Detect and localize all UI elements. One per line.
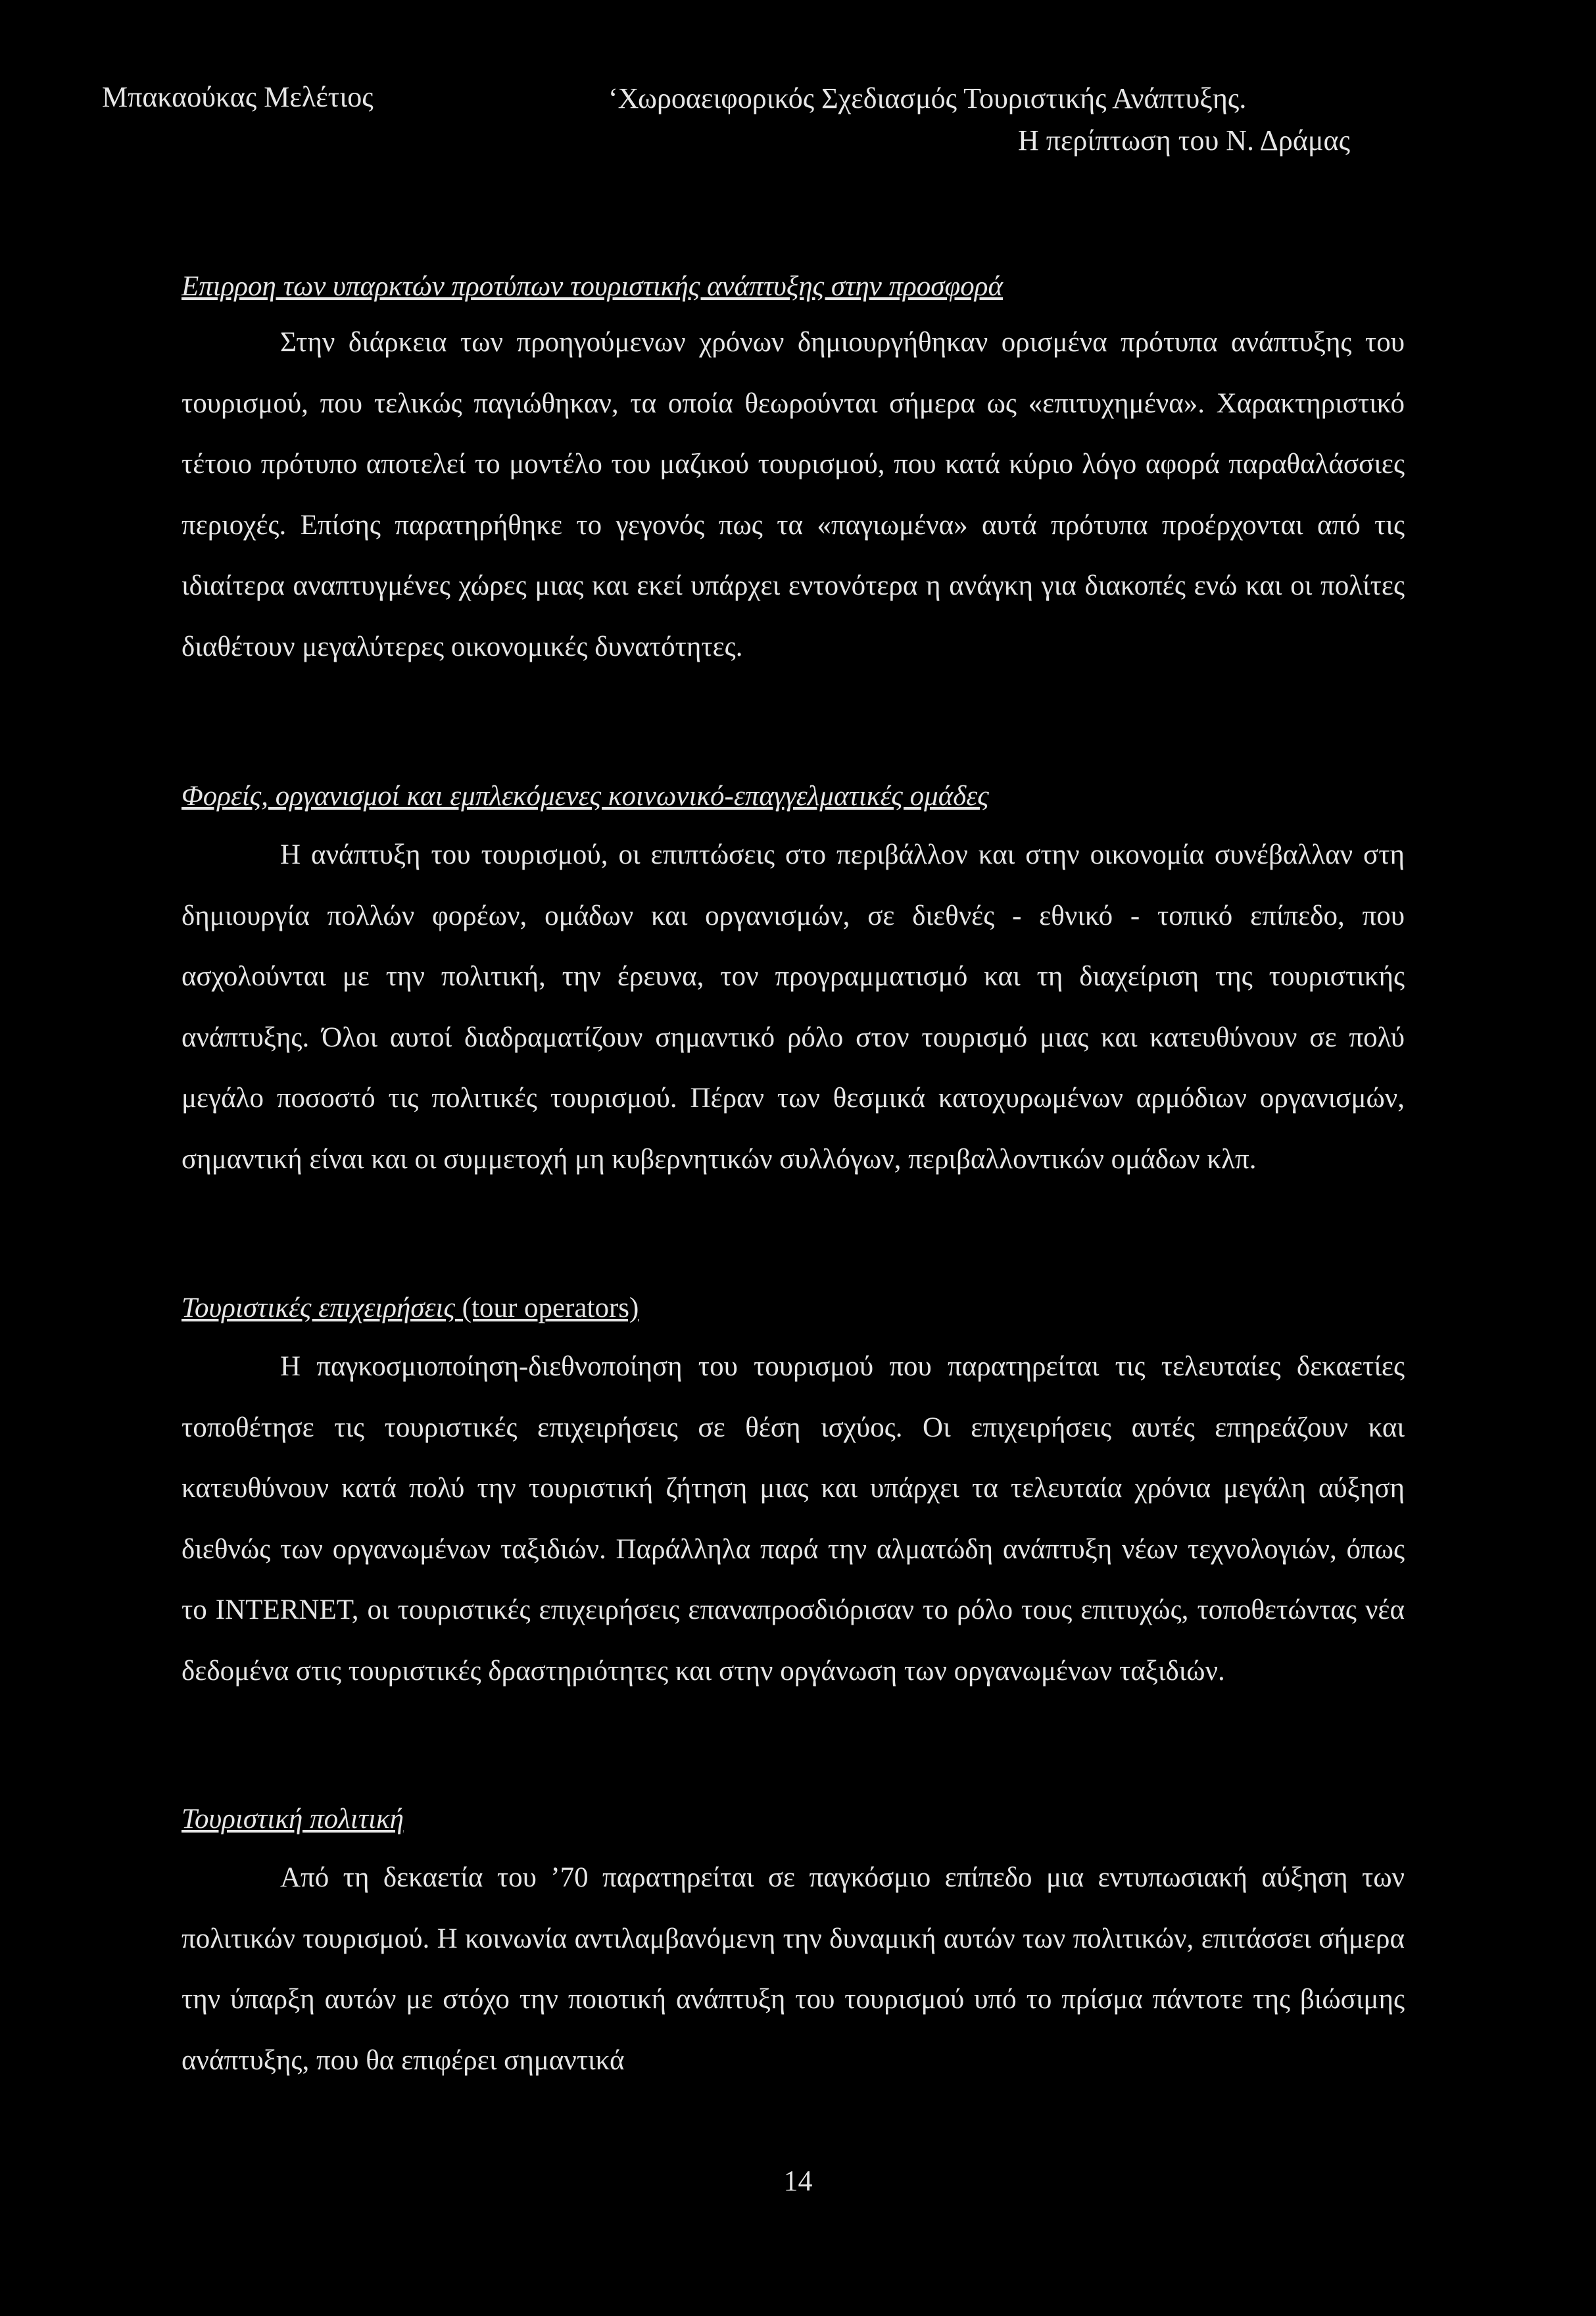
- section-heading: [181, 1288, 1405, 1329]
- section-heading: Τουριστική πολιτική: [181, 1804, 404, 1835]
- section-tour-operators: [181, 1288, 1405, 1702]
- section-paragraph: Στην διάρκεια των προηγούμενων χρόνων δημιουργήθηκαν ορισμένα πρότυπα ανάπτυξης του τουρισμού, που τελικώς παγιώθηκαν, τα οποία θεωρούνται σήμερα ως «επιτυχημένα». Χαρακτηριστικό τέτοιο πρότυπο αποτελεί το μοντέλο του μαζικού τουρισμού, που κατά κύριο λόγο αφορά παραθαλάσσιες περιοχές. Επίσης παρατηρήθηκε το γεγονός πως τα «παγιωμένα» αυτά πρότυπα προέρχονται από τις ιδιαίτερα αναπτυγμένες χώρες μιας και εκεί υπάρχει εντονότερα η ανάγκη για διακοπές ενώ και οι πολίτες διαθέτουν μεγαλύτερες οικονομικές δυνατότητες.: [181, 327, 1405, 662]
- section-heading-suffix: (tour operators): [462, 1293, 639, 1323]
- section-heading: Επιρροη των υπαρκτών προτύπων τουριστικής ανάπτυξης στην προσφορά: [181, 271, 1004, 302]
- section-paragraph: Από τη δεκαετία του ’70 παρατηρείται σε παγκόσμιο επίπεδο μια εντυπωσιακή αύξηση των πολιτικών τουρισμού. Η κοινωνία αντιλαμβανόμενη την δυναμική αυτών των πολιτικών, επιτάσσει σήμερα την ύπαρξη αυτών με στόχο την ποιοτική ανάπτυξη του τουρισμού υπό το πρίσμα πάντοτε της βιώσιμης ανάπτυξης, που θα επιφέρει σημαντικά: [181, 1862, 1405, 2076]
- section-heading-text: Τουριστικές επιχειρήσεις: [181, 1293, 455, 1323]
- header-author: Μπακαούκας Μελέτιος: [102, 81, 374, 113]
- section-heading: Φορείς, οργανισμοί και εμπλεκόμενες κοινωνικό-επαγγελματικές ομάδες: [181, 781, 989, 812]
- section-existing-models: [181, 266, 1405, 678]
- header-title-line1: ‘Χωροαειφορικός Σχεδιασμός Τουριστικής Ανάπτυξης.: [608, 82, 1247, 114]
- section-organizations: [181, 776, 1405, 1191]
- page-number: 14: [783, 2165, 813, 2197]
- section-paragraph: Η παγκοσμιοποίηση-διεθνοποίηση του τουρισμού που παρατηρείται τις τελευταίες δεκαετίες τοποθέτησε τις τουριστικές επιχειρήσεις σε θέση ισχύος. Οι επιχειρήσεις αυτές επηρεάζουν και κατευθύνουν κατά πολύ την τουριστική ζήτηση μιας και υπάρχει τα τελευταία χρόνια μεγάλη αύξηση διεθνώς των οργανωμένων ταξιδιών. Παράλληλα παρά την αλματώδη ανάπτυξη νέων τεχνολογιών, όπως το INTERNET, οι τουριστικές επιχειρήσεις επαναπροσδιόρισαν το ρόλο τους επιτυχώς, τοποθετώντας νέα δεδομένα στις τουριστικές δραστηριότητες και στην οργάνωση των οργανωμένων ταξιδιών.: [181, 1351, 1405, 1687]
- header-title: [608, 78, 1350, 162]
- section-tourism-policy: [181, 1799, 1405, 2091]
- header-title-line2: Η περίπτωση του Ν. Δράμας: [1017, 124, 1350, 157]
- section-paragraph: Η ανάπτυξη του τουρισμού, οι επιπτώσεις στο περιβάλλον και στην οικονομία συνέβαλλαν στη δημιουργία πολλών φορέων, ομάδων και οργανισμών, σε διεθνές - εθνικό - τοπικό επίπεδο, που ασχολούνται με την πολιτική, την έρευνα, τον προγραμματισμό και τη διαχείριση της τουριστικής ανάπτυξης. Όλοι αυτοί διαδραματίζουν σημαντικό ρόλο στον τουρισμό μιας και κατευθύνουν σε πολύ μεγάλο ποσοστό τις πολιτικές τουρισμού. Πέραν των θεσμικά κατοχυρωμένων αρμόδιων οργανισμών, σημαντική είναι και οι συμμετοχή μη κυβερνητικών συλλόγων, περιβαλλοντικών ομάδων κλπ.: [181, 839, 1405, 1175]
